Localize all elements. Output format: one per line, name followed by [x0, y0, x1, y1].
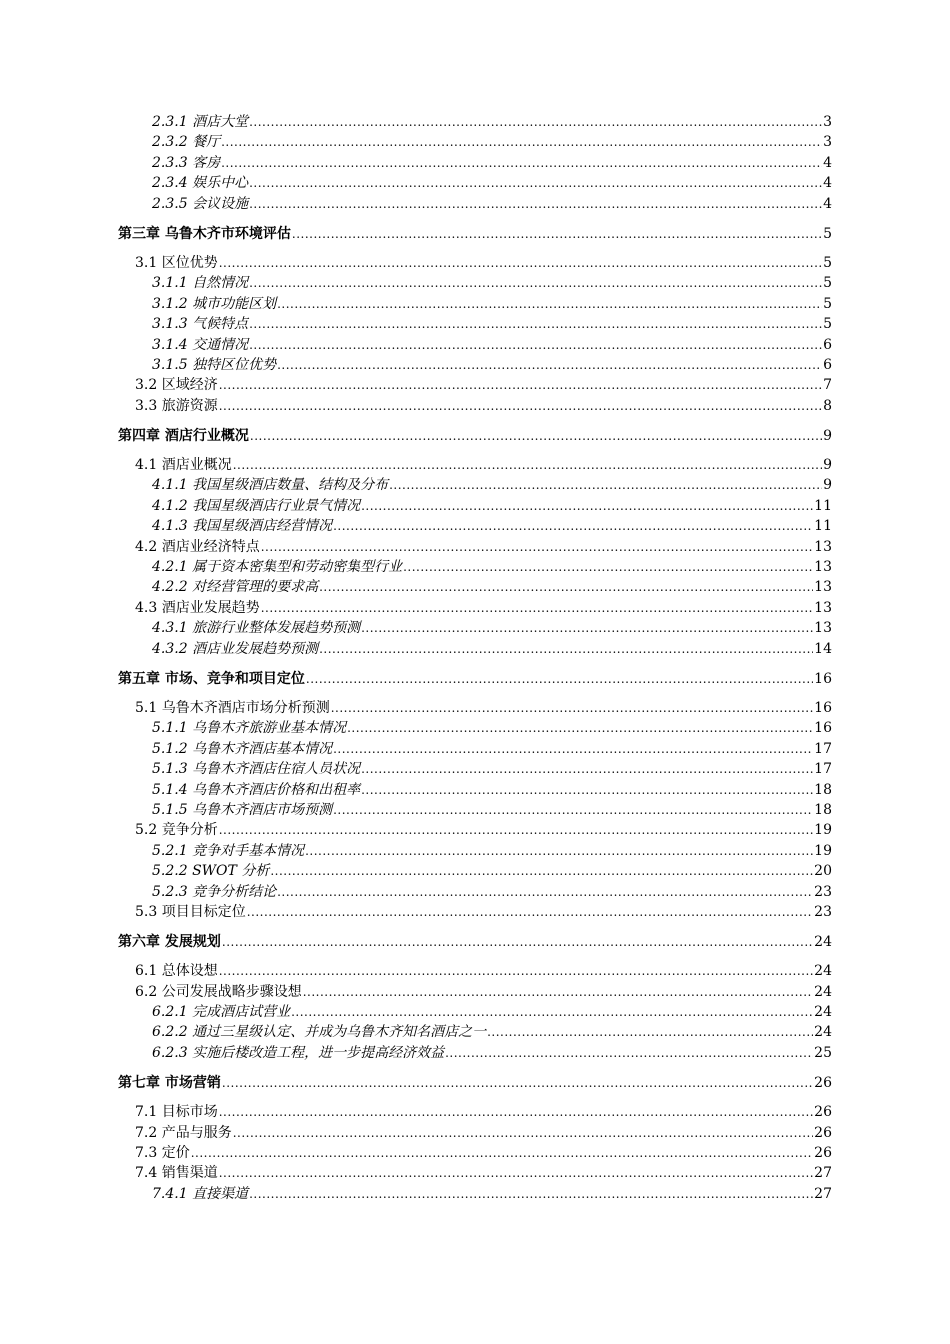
toc-subsection-entry[interactable]	[118, 577, 832, 597]
toc-entry-title: 5.3 项目目标定位	[135, 903, 246, 920]
toc-section-entry[interactable]	[118, 961, 832, 981]
toc-dot-leader	[249, 314, 822, 334]
toc-entry-title: 2.3.3 客房	[152, 154, 221, 171]
toc-page-number: 19	[814, 842, 832, 859]
toc-subsection-entry[interactable]	[118, 173, 832, 193]
toc-dot-leader	[361, 618, 813, 638]
toc-entry-title: 4.2.1 属于资本密集型和劳动密集型行业	[152, 559, 403, 576]
toc-entry-title: 3.1.3 气候特点	[152, 316, 249, 333]
toc-chapter-entry[interactable]	[118, 224, 832, 244]
toc-section-entry[interactable]	[118, 396, 832, 416]
toc-dot-leader	[221, 132, 822, 152]
toc-page-number: 26	[814, 1104, 832, 1121]
toc-page-number: 8	[823, 397, 832, 414]
toc-subsection-entry[interactable]	[118, 882, 832, 902]
toc-dot-leader	[219, 396, 822, 416]
toc-page-number: 23	[814, 883, 832, 900]
toc-subsection-entry[interactable]	[118, 739, 832, 759]
toc-entry-title: 5.1.4 乌鲁木齐酒店价格和出租率	[152, 781, 361, 798]
toc-dot-leader	[219, 1163, 813, 1183]
toc-subsection-entry[interactable]	[118, 780, 832, 800]
toc-section-entry[interactable]	[118, 1163, 832, 1183]
toc-page-number: 5	[823, 316, 832, 333]
toc-page-number: 4	[823, 154, 832, 171]
toc-entry-title: 5.2 竞争分析	[135, 822, 218, 839]
toc-page-number: 17	[814, 740, 832, 757]
toc-dot-leader	[233, 455, 822, 475]
toc-subsection-entry[interactable]	[118, 1002, 832, 1022]
toc-subsection-entry[interactable]	[118, 800, 832, 820]
toc-entry-title: 2.3.4 娱乐中心	[152, 175, 249, 192]
toc-subsection-entry[interactable]	[118, 557, 832, 577]
toc-entry-title: 6.2.3 实施后楼改造工程，进一步提高经济效益	[152, 1044, 445, 1061]
toc-dot-leader	[191, 1143, 813, 1163]
toc-entry-title: 5.2.1 竞争对手基本情况	[152, 842, 305, 859]
toc-page-number: 18	[814, 781, 832, 798]
toc-page-number: 26	[814, 1145, 832, 1162]
toc-entry-title: 第六章 发展规划	[118, 934, 221, 951]
toc-page-number: 9	[823, 477, 832, 494]
toc-entry-title: 5.1.2 乌鲁木齐酒店基本情况	[152, 740, 333, 757]
toc-page-number: 25	[814, 1044, 832, 1061]
toc-section-entry[interactable]	[118, 820, 832, 840]
toc-page-number: 26	[814, 1124, 832, 1141]
toc-dot-leader	[292, 224, 822, 244]
toc-subsection-entry[interactable]	[118, 861, 832, 881]
toc-page-number: 20	[814, 863, 832, 880]
toc-entry-title: 4.1.1 我国星级酒店数量、结构及分布	[152, 477, 389, 494]
toc-section-entry[interactable]	[118, 902, 832, 922]
toc-entry-title: 第三章 乌鲁木齐市环境评估	[118, 225, 291, 242]
toc-page-number: 24	[814, 1004, 832, 1021]
toc-page-number: 13	[814, 620, 832, 637]
toc-entry-title: 5.1.1 乌鲁木齐旅游业基本情况	[152, 720, 347, 737]
toc-dot-leader	[277, 294, 822, 314]
toc-page-number: 9	[823, 457, 832, 474]
toc-entry-title: 4.2 酒店业经济特点	[135, 538, 260, 555]
toc-subsection-entry[interactable]	[118, 153, 832, 173]
toc-dot-leader	[249, 194, 822, 214]
toc-page-number: 26	[814, 1075, 832, 1092]
toc-dot-leader	[261, 598, 813, 618]
toc-page-number: 16	[814, 699, 832, 716]
toc-dot-leader	[249, 173, 822, 193]
toc-dot-leader	[222, 932, 813, 952]
toc-dot-leader	[249, 112, 822, 132]
toc-dot-leader	[270, 861, 813, 881]
toc-entry-title: 7.4.1 直接渠道	[152, 1185, 249, 1202]
toc-dot-leader	[389, 475, 822, 495]
toc-page-number: 5	[823, 254, 832, 271]
toc-subsection-entry[interactable]	[118, 335, 832, 355]
toc-dot-leader	[333, 516, 813, 536]
toc-subsection-entry[interactable]	[118, 618, 832, 638]
toc-dot-leader	[303, 982, 813, 1002]
toc-page-number: 24	[814, 983, 832, 1000]
toc-subsection-entry[interactable]	[118, 112, 832, 132]
toc-section-entry[interactable]	[118, 1102, 832, 1122]
toc-page-number: 5	[823, 275, 832, 292]
toc-dot-leader	[291, 1002, 813, 1022]
toc-chapter-entry[interactable]	[118, 932, 832, 952]
toc-dot-leader	[319, 577, 813, 597]
toc-dot-leader	[361, 759, 813, 779]
toc-subsection-entry[interactable]	[118, 273, 832, 293]
toc-chapter-entry[interactable]	[118, 1073, 832, 1093]
toc-entry-title: 6.2.1 完成酒店试营业	[152, 1004, 291, 1021]
toc-dot-leader	[233, 1123, 813, 1143]
toc-entry-title: 3.2 区域经济	[135, 377, 218, 394]
toc-dot-leader	[347, 718, 813, 738]
toc-entry-title: 第五章 市场、竞争和项目定位	[118, 670, 305, 687]
toc-dot-leader	[305, 841, 813, 861]
toc-dot-leader	[306, 669, 813, 689]
toc-subsection-entry[interactable]	[118, 355, 832, 375]
toc-entry-title: 5.1 乌鲁木齐酒店市场分析预测	[135, 699, 330, 716]
toc-entry-title: 3.1 区位优势	[135, 254, 218, 271]
toc-section-entry[interactable]	[118, 698, 832, 718]
toc-subsection-entry[interactable]	[118, 516, 832, 536]
toc-section-entry[interactable]	[118, 537, 832, 557]
toc-entry-title: 4.3.2 酒店业发展趋势预测	[152, 640, 319, 657]
toc-page-number: 4	[823, 195, 832, 212]
toc-entry-title: 7.2 产品与服务	[135, 1124, 232, 1141]
toc-entry-title: 3.1.2 城市功能区划	[152, 295, 277, 312]
toc-dot-leader	[331, 698, 813, 718]
toc-dot-leader	[219, 820, 813, 840]
toc-dot-leader	[249, 1184, 813, 1204]
toc-entry-title: 3.1.5 独特区位优势	[152, 356, 277, 373]
toc-page-number: 11	[814, 518, 832, 535]
toc-dot-leader	[277, 882, 813, 902]
toc-page-number: 6	[823, 336, 832, 353]
toc-subsection-entry[interactable]	[118, 132, 832, 152]
toc-page-number: 24	[814, 963, 832, 980]
toc-page-number: 27	[814, 1185, 832, 1202]
toc-entry-title: 4.3 酒店业发展趋势	[135, 599, 260, 616]
toc-entry-title: 6.2.2 通过三星级认定、并成为乌鲁木齐知名酒店之一	[152, 1024, 487, 1041]
toc-dot-leader	[250, 426, 822, 446]
toc-entry-title: 3.1.4 交通情况	[152, 336, 249, 353]
toc-dot-leader	[249, 273, 822, 293]
toc-entry-title: 7.4 销售渠道	[135, 1165, 218, 1182]
toc-entry-title: 2.3.5 会议设施	[152, 195, 249, 212]
toc-entry-title: 6.2 公司发展战略步骤设想	[135, 983, 302, 1000]
toc-dot-leader	[247, 902, 813, 922]
toc-page-number: 5	[823, 295, 832, 312]
toc-dot-leader	[319, 639, 813, 659]
toc-section-entry[interactable]	[118, 1123, 832, 1143]
toc-subsection-entry[interactable]	[118, 475, 832, 495]
toc-subsection-entry[interactable]	[118, 759, 832, 779]
toc-section-entry[interactable]	[118, 982, 832, 1002]
toc-page-number: 3	[823, 114, 832, 130]
toc-page-number: 18	[814, 801, 832, 818]
toc-section-entry[interactable]	[118, 598, 832, 618]
toc-page-number: 4	[823, 175, 832, 192]
toc-dot-leader	[277, 355, 822, 375]
toc-page-number: 7	[823, 377, 832, 394]
toc-entry-title: 6.1 总体设想	[135, 963, 218, 980]
toc-page-number: 24	[814, 1024, 832, 1041]
toc-entry-title: 4.1.3 我国星级酒店经营情况	[152, 518, 333, 535]
toc-section-entry[interactable]	[118, 455, 832, 475]
toc-dot-leader	[219, 961, 813, 981]
toc-page-number: 6	[823, 356, 832, 373]
toc-page-number: 13	[814, 579, 832, 596]
toc-entry-title: 第七章 市场营销	[118, 1075, 221, 1092]
toc-chapter-entry[interactable]	[118, 426, 832, 446]
toc-dot-leader	[249, 335, 822, 355]
table-of-contents	[118, 112, 832, 1204]
toc-subsection-entry[interactable]	[118, 314, 832, 334]
toc-page-number: 11	[814, 497, 832, 514]
toc-page-number: 17	[814, 761, 832, 778]
toc-entry-title: 7.3 定价	[135, 1145, 190, 1162]
toc-entry-title: 2.3.2 餐厅	[152, 134, 221, 151]
toc-section-entry[interactable]	[118, 253, 832, 273]
toc-page-number: 19	[814, 822, 832, 839]
toc-dot-leader	[403, 557, 813, 577]
toc-page-number: 24	[814, 934, 832, 951]
toc-page-number: 16	[814, 670, 832, 687]
toc-subsection-entry[interactable]	[118, 194, 832, 214]
toc-page-number: 9	[823, 428, 832, 445]
toc-entry-title: 4.3.1 旅游行业整体发展趋势预测	[152, 620, 361, 637]
toc-entry-title: 3.3 旅游资源	[135, 397, 218, 414]
toc-entry-title: 4.2.2 对经营管理的要求高	[152, 579, 319, 596]
toc-dot-leader	[221, 153, 822, 173]
toc-dot-leader	[219, 375, 822, 395]
toc-entry-title: 5.1.5 乌鲁木齐酒店市场预测	[152, 801, 333, 818]
toc-dot-leader	[445, 1043, 813, 1063]
toc-entry-title: 4.1 酒店业概况	[135, 457, 232, 474]
toc-page-number: 13	[814, 559, 832, 576]
toc-subsection-entry[interactable]	[118, 639, 832, 659]
toc-subsection-entry[interactable]	[118, 496, 832, 516]
toc-chapter-entry[interactable]	[118, 669, 832, 689]
toc-entry-title: 5.2.2 SWOT 分析	[152, 863, 270, 880]
toc-dot-leader	[333, 800, 813, 820]
toc-dot-leader	[219, 1102, 813, 1122]
toc-entry-title: 第四章 酒店行业概况	[118, 428, 249, 445]
toc-dot-leader	[219, 253, 822, 273]
toc-dot-leader	[361, 780, 813, 800]
toc-page-number: 14	[814, 640, 832, 657]
toc-entry-title: 5.1.3 乌鲁木齐酒店住宿人员状况	[152, 761, 361, 778]
toc-section-entry[interactable]	[118, 375, 832, 395]
toc-dot-leader	[361, 496, 813, 516]
toc-entry-title: 2.3.1 酒店大堂	[152, 114, 249, 130]
toc-entry-title: 3.1.1 自然情况	[152, 275, 249, 292]
toc-dot-leader	[261, 537, 813, 557]
toc-subsection-entry[interactable]	[118, 1022, 832, 1042]
toc-subsection-entry[interactable]	[118, 718, 832, 738]
toc-page-number: 5	[823, 225, 832, 242]
toc-page-number: 23	[814, 903, 832, 920]
toc-page-number: 16	[814, 720, 832, 737]
toc-page-number: 13	[814, 599, 832, 616]
toc-entry-title: 5.2.3 竞争分析结论	[152, 883, 277, 900]
toc-subsection-entry[interactable]	[118, 841, 832, 861]
toc-page-number: 13	[814, 538, 832, 555]
toc-subsection-entry[interactable]	[118, 294, 832, 314]
toc-dot-leader	[222, 1073, 813, 1093]
toc-subsection-entry[interactable]	[118, 1184, 832, 1204]
toc-entry-title: 7.1 目标市场	[135, 1104, 218, 1121]
toc-page-number: 3	[823, 134, 832, 151]
toc-dot-leader	[333, 739, 813, 759]
toc-entry-title: 4.1.2 我国星级酒店行业景气情况	[152, 497, 361, 514]
toc-section-entry[interactable]	[118, 1143, 832, 1163]
toc-page-number: 27	[814, 1165, 832, 1182]
toc-dot-leader	[487, 1022, 813, 1042]
toc-subsection-entry[interactable]	[118, 1043, 832, 1063]
